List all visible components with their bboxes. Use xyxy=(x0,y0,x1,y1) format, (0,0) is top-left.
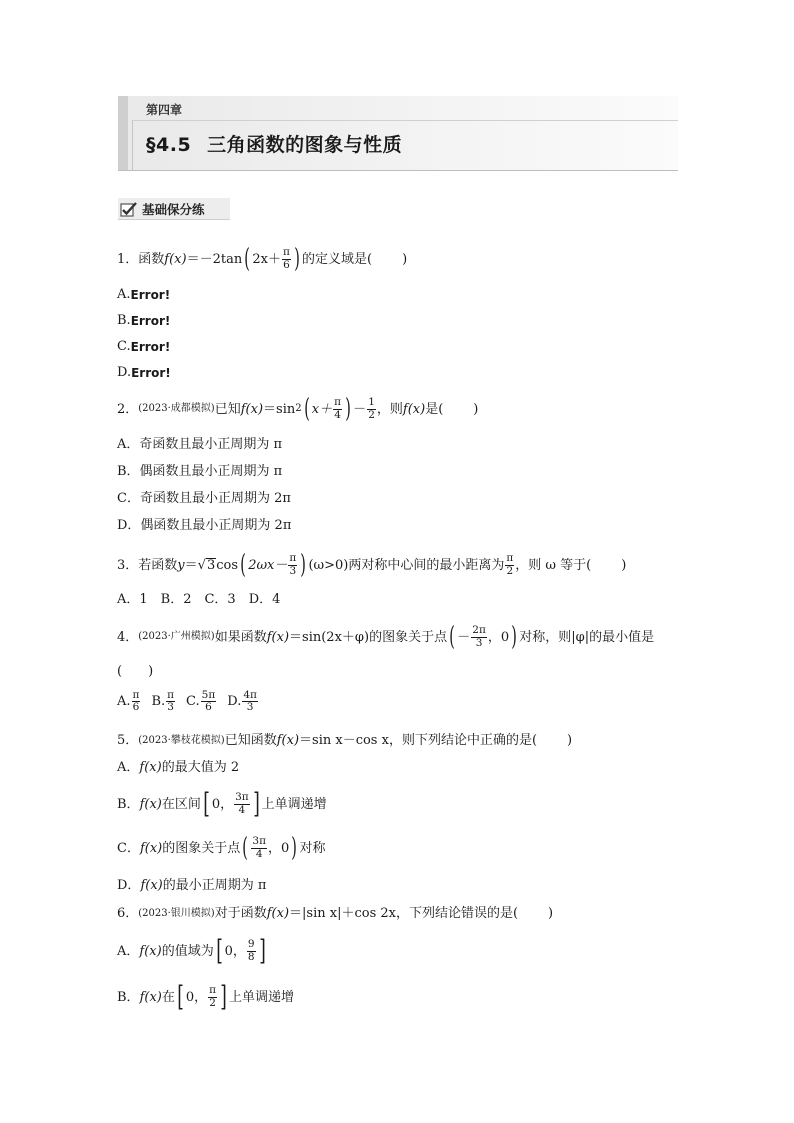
question-text: (ω>0)两对称中心间的最小距离为 xyxy=(308,557,505,573)
chapter-label: 第四章 xyxy=(146,103,183,117)
options-3[interactable]: A．1 B．2 C．3 D．4 xyxy=(117,592,281,607)
denominator: 4 xyxy=(255,847,263,860)
numerator: π xyxy=(289,552,297,565)
option-letter: B. xyxy=(151,694,166,710)
denominator: 3 xyxy=(167,701,174,714)
left-bracket: [ xyxy=(215,934,223,967)
fraction xyxy=(282,247,291,270)
left-paren: ( xyxy=(242,833,249,863)
numerator: 3π xyxy=(252,835,267,848)
numerator: 1 xyxy=(368,396,375,409)
math-fx: f(x) xyxy=(164,251,187,267)
option-text: 的图象关于点 xyxy=(162,840,241,856)
question-text: 对于函数 xyxy=(214,906,267,921)
math-text: ，0 xyxy=(487,629,510,645)
math-fx: f(x) xyxy=(139,796,162,812)
left-bracket: [ xyxy=(177,980,184,1013)
math-text: － xyxy=(353,401,367,417)
question-1 xyxy=(117,246,407,272)
numerator: π xyxy=(282,246,290,259)
math-fx: f(x) xyxy=(240,401,264,417)
math-text: ，0 xyxy=(268,840,290,856)
answer-paren: ) xyxy=(402,251,408,267)
math-text: ＝sin(2x＋φ)的图象关于点 xyxy=(289,629,448,645)
question-text: ，则 ω 等于( xyxy=(515,557,592,573)
option-1b[interactable] xyxy=(117,314,170,327)
right-paren: ) xyxy=(511,622,518,652)
question-2 xyxy=(117,396,478,422)
option-1d[interactable] xyxy=(117,366,171,379)
option-text: 上单调递增 xyxy=(261,796,327,812)
denominator: 2 xyxy=(368,408,375,421)
practice-label-text: 基础保分练 xyxy=(142,201,205,217)
question-text: 已知函数 xyxy=(224,733,277,748)
option-4a[interactable] xyxy=(117,690,141,713)
option-letter: D. xyxy=(227,694,242,710)
option-letter: D. xyxy=(117,365,132,380)
option-letter: A. xyxy=(117,694,131,710)
option-4c[interactable] xyxy=(186,690,217,713)
section-number: §4.5 xyxy=(146,134,192,156)
option-text: 对称 xyxy=(299,840,326,856)
fraction xyxy=(333,397,342,420)
fraction xyxy=(234,792,250,815)
option-letter: D． xyxy=(117,878,141,893)
answer-paren: ) xyxy=(621,557,627,573)
math-text: 0， xyxy=(185,989,208,1005)
denominator: 2 xyxy=(506,564,514,577)
answer-paren: ) xyxy=(473,401,479,417)
option-2c[interactable]: C．奇函数且最小正周期为 2π xyxy=(117,491,291,506)
option-letter: A. xyxy=(117,287,131,302)
answer-paren: ) xyxy=(548,906,554,921)
option-error: Error! xyxy=(131,365,171,380)
question-text: 的定义域是( xyxy=(302,251,373,267)
denominator: 3 xyxy=(289,564,297,577)
sqrt-radicand: 3 xyxy=(206,558,216,573)
option-letter: B. xyxy=(117,313,131,328)
math-text: 2ωx－ xyxy=(248,557,288,573)
numerator: π xyxy=(334,396,342,409)
option-text: 的最大值为 2 xyxy=(161,760,240,775)
right-paren: ) xyxy=(345,394,351,424)
left-bracket: [ xyxy=(203,787,210,820)
header-divider xyxy=(132,120,678,121)
question-number: 3． xyxy=(117,557,139,573)
left-paren: ( xyxy=(449,622,455,652)
math-superscript: 2 xyxy=(295,403,302,414)
fraction xyxy=(251,836,267,859)
option-5a[interactable] xyxy=(117,761,239,774)
numerator: π xyxy=(167,689,175,701)
fraction xyxy=(247,939,256,962)
question-text: 函数 xyxy=(138,251,165,267)
math-fx: f(x) xyxy=(139,989,162,1005)
math-text: x＋ xyxy=(311,401,333,417)
right-paren: ) xyxy=(291,833,298,863)
numerator: 9 xyxy=(247,938,255,951)
question-text: 如果函数 xyxy=(214,629,267,645)
question-number: 2． xyxy=(117,401,139,417)
math-fx: f(x) xyxy=(266,906,290,921)
fraction xyxy=(132,690,141,713)
option-letter: B． xyxy=(117,989,140,1005)
checkbox-check-icon xyxy=(120,201,138,217)
practice-label xyxy=(118,198,230,220)
question-text: ＝|sin x|＋cos 2x，下列结论错误的是( xyxy=(289,906,519,921)
option-2b[interactable]: B．偶函数且最小正周期为 π xyxy=(117,464,283,479)
question-number: 6． xyxy=(117,906,139,921)
numerator: π xyxy=(506,552,514,565)
denominator: 6 xyxy=(205,701,212,714)
answer-paren: ) xyxy=(567,733,573,748)
question-text: 若函数 xyxy=(138,557,178,573)
option-text: 在 xyxy=(161,989,175,1005)
numerator: 4π xyxy=(243,689,257,701)
option-letter: B． xyxy=(117,796,140,812)
question-text: 是( xyxy=(425,401,444,417)
question-3 xyxy=(117,552,626,578)
question-6 xyxy=(117,907,553,920)
header-vertical-divider xyxy=(132,120,133,170)
math-text: cos xyxy=(216,557,239,573)
math-text: ＝－2tan xyxy=(186,251,243,267)
option-4b[interactable] xyxy=(151,690,176,713)
right-bracket: ] xyxy=(220,980,227,1013)
numerator: 2π xyxy=(472,624,486,637)
question-source: (2023·广州模拟) xyxy=(138,631,215,642)
question-number: 1． xyxy=(117,251,139,267)
fraction xyxy=(201,690,217,713)
option-error: Error! xyxy=(130,313,171,328)
option-4d[interactable] xyxy=(227,690,259,713)
option-letter: A． xyxy=(117,760,140,775)
denominator: 6 xyxy=(283,258,290,271)
question-number: 5． xyxy=(117,733,139,748)
fraction xyxy=(471,625,487,648)
fraction xyxy=(208,985,217,1008)
left-paren: ( xyxy=(244,244,251,274)
fraction xyxy=(288,553,297,576)
question-source: (2023·攀枝花模拟) xyxy=(138,734,225,746)
question-text: ＝sin x－cos x，则下列结论中正确的是( xyxy=(299,733,538,748)
answer-paren-4: ( ) xyxy=(117,664,154,679)
fraction xyxy=(166,690,175,713)
question-4 xyxy=(117,624,654,650)
right-bracket: ] xyxy=(252,787,260,820)
right-bracket: ] xyxy=(258,934,266,967)
numerator: π xyxy=(132,689,140,701)
fraction xyxy=(242,690,258,713)
question-5 xyxy=(117,734,572,747)
option-5b[interactable] xyxy=(117,787,327,820)
denominator: 4 xyxy=(238,803,246,816)
math-fx: f(x) xyxy=(139,760,162,775)
sqrt-sign: √ xyxy=(197,557,206,573)
option-letter: C. xyxy=(117,339,131,354)
option-text: 的值域为 xyxy=(161,943,214,959)
math-text: ＝ xyxy=(184,557,198,573)
header-accent-bar xyxy=(118,96,128,170)
option-error: Error! xyxy=(130,287,171,302)
math-fx: f(x) xyxy=(139,943,162,959)
denominator: 4 xyxy=(334,408,341,421)
math-fx: f(x) xyxy=(402,401,426,417)
option-text: 的最小正周期为 π xyxy=(162,878,267,893)
denominator: 2 xyxy=(209,996,216,1009)
numerator: π xyxy=(209,984,216,997)
option-text: 上单调递增 xyxy=(228,989,294,1005)
math-text: 2x＋ xyxy=(252,251,281,267)
denominator: 3 xyxy=(475,636,483,649)
math-fx: f(x) xyxy=(266,629,290,645)
math-fx: f(x) xyxy=(276,733,300,748)
option-letter: C. xyxy=(186,694,200,710)
options-4 xyxy=(117,690,259,713)
question-number: 4． xyxy=(117,629,139,645)
option-letter: A． xyxy=(117,943,140,959)
numerator: 3π xyxy=(235,791,249,804)
option-2a[interactable]: A．奇函数且最小正周期为 π xyxy=(117,437,283,452)
option-letter: C． xyxy=(117,840,140,856)
math-fx: f(x) xyxy=(140,878,163,893)
option-5c[interactable] xyxy=(117,835,325,861)
option-2d[interactable]: D．偶函数且最小正周期为 2π xyxy=(117,518,292,533)
section-title xyxy=(146,130,402,157)
option-1c[interactable] xyxy=(117,340,170,353)
section-name: 三角函数的图象与性质 xyxy=(207,134,403,156)
numerator: 5π xyxy=(201,689,216,701)
option-error: Error! xyxy=(130,339,171,354)
option-text: 在区间 xyxy=(161,796,201,812)
option-6b[interactable] xyxy=(117,980,294,1013)
left-paren: ( xyxy=(303,394,310,424)
question-text: 已知 xyxy=(214,401,241,417)
option-1a[interactable] xyxy=(117,288,170,301)
denominator: 8 xyxy=(247,950,255,963)
option-6a[interactable] xyxy=(117,934,268,967)
right-paren: ) xyxy=(294,244,300,274)
question-source: (2023·成都模拟) xyxy=(138,403,215,414)
math-y: y xyxy=(177,557,185,573)
question-source: (2023·银川模拟) xyxy=(138,907,215,919)
fraction xyxy=(505,553,514,576)
denominator: 6 xyxy=(132,701,140,714)
denominator: 3 xyxy=(246,701,254,714)
question-text: ，则 xyxy=(376,401,403,417)
math-text: 0， xyxy=(211,796,234,812)
math-text: － xyxy=(457,629,471,645)
left-paren: ( xyxy=(240,550,246,580)
right-paren: ) xyxy=(300,550,307,580)
math-fx: f(x) xyxy=(139,840,163,856)
question-text: 对称，则|φ|的最小值是 xyxy=(519,629,655,645)
math-text: 0， xyxy=(224,943,246,959)
math-text: ＝sin xyxy=(263,401,296,417)
fraction xyxy=(367,397,376,420)
option-5d[interactable] xyxy=(117,879,266,892)
